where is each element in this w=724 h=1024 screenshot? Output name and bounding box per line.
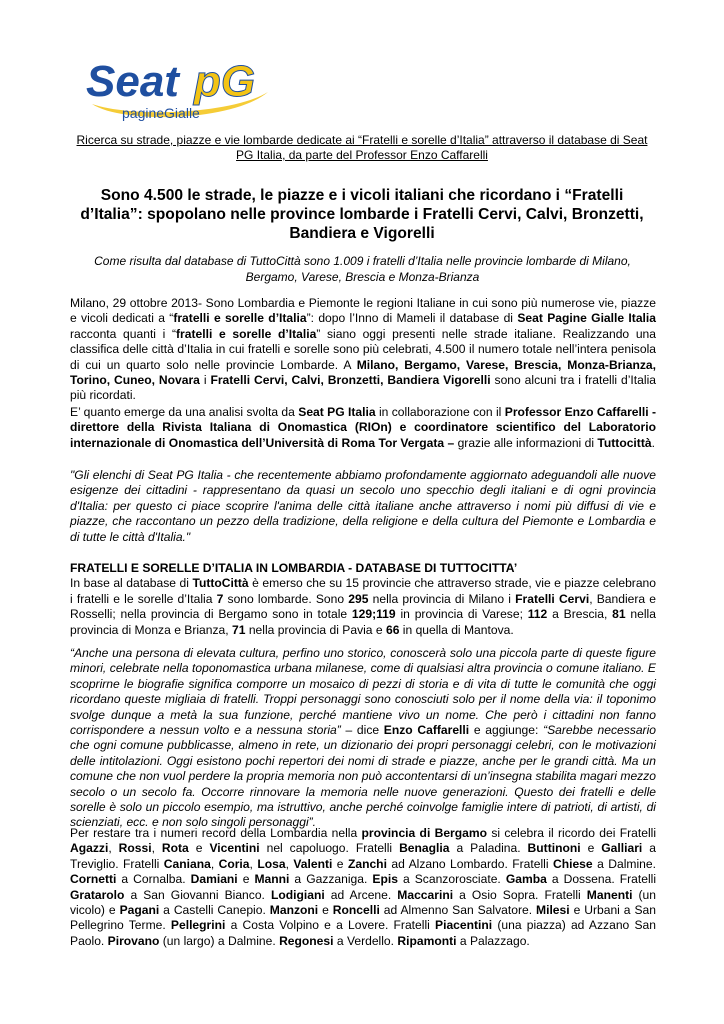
text-run: (un vicolo) e	[70, 887, 657, 918]
logo-tagline: pagineGialle	[122, 105, 200, 121]
text-run: e	[318, 903, 333, 918]
text-run: ad Alzano Lombardo. Fratelli	[386, 856, 553, 871]
bold-text: 71	[232, 622, 246, 637]
paragraph-intro	[70, 296, 656, 404]
text-run: ” siano oggi presenti nelle strade italiane. Realizzando una classifica delle città d’Italia in cui fratelli e sorelle sono più celebrati, 4.500 il numero totale nell’intera penisola di cui un quarto solo nelle provincie Lombarde. A	[70, 326, 656, 372]
text-run: nella provincia di Pavia e	[245, 622, 386, 637]
bold-text: Pagani	[119, 903, 160, 918]
text-run: a Palazzago.	[456, 933, 530, 948]
text-run: Per restare tra i numeri record della Lombardia nella	[70, 826, 362, 840]
bold-text: Vicentini	[209, 841, 260, 856]
text-run: sono alcuni tra i fratelli d’Italia più ricordati.	[70, 373, 656, 403]
text-run: nella provincia di Milano i	[368, 591, 516, 606]
bold-text: Gratarolo	[70, 887, 125, 902]
text-run: a Castelli Canepio.	[159, 903, 270, 918]
bold-text: fratelli e sorelle d’Italia	[176, 326, 317, 341]
bold-text: Maccarini	[397, 887, 454, 902]
bold-text: Professor Enzo Caffarelli - direttore della Rivista Italiana di Onomastica (RIOn) e coordinatore scientifico del Laboratorio internazionale di Onomastica dell’Università di Roma Tor Vergata –	[70, 405, 656, 450]
text-run: nella provincia di Monza e Brianza,	[70, 607, 656, 637]
bold-text: Rota	[161, 841, 189, 856]
bold-text: 81	[612, 607, 626, 622]
bold-text: Regonesi	[279, 933, 334, 948]
text-run: a Cornalba.	[116, 872, 191, 887]
text-run: ,	[285, 856, 294, 871]
text-run: e	[332, 856, 348, 871]
text-run: è emerso che su 15 provincie che attraverso strade, vie e piazze celebrano i fratelli e le sorelle d’Italia	[70, 576, 657, 606]
text-run: a Gazzaniga.	[289, 872, 373, 887]
bold-text: Benaglia	[399, 841, 450, 856]
bold-text: Chiese	[552, 856, 593, 871]
bold-text: Cornetti	[70, 872, 117, 887]
bold-text: TuttoCittà	[192, 576, 249, 591]
text-run: (un largo) a Dalmine.	[159, 933, 280, 948]
bold-text: Tuttocittà	[597, 435, 652, 450]
text-run: ”: dopo l’Inno di Mameli il database di	[306, 311, 518, 326]
paragraph-bergamo	[70, 826, 656, 949]
bold-text: Manenti	[586, 887, 633, 902]
bold-text: Gamba	[505, 872, 547, 887]
text-run: “Sarebbe necessario che ogni comune pubblicasse, almeno in rete, un dizionario dei propri personaggi celebri, con le motivazioni delle intitolazioni. Oggi esistono pochi repertori dei nomi di strade e piazze, anche per le grandi città. Ma un comune che non vuol perdere la propria memoria non può accontentarsi di un’insegna stabilita magari mezzo secolo o un secolo fa. Occorre rinnovare la memoria nelle nuove generazioni. Questo dei fratelli e delle sorelle è solo un piccolo esempio, ma istruttivo, anche perché coinvolge famiglie intere di patrioti, di artisti, di scienziati, ecc. e non solo singoli personaggi”.	[70, 723, 656, 830]
text-run: – dice	[340, 723, 384, 738]
text-run: a Paladina.	[449, 841, 528, 856]
text-run: a Dossena. Fratelli	[546, 872, 657, 887]
text-run: e aggiunge:	[469, 723, 544, 738]
text-run: ,	[151, 841, 162, 856]
text-run: in quella di Mantova.	[399, 622, 514, 637]
text-run: e	[188, 841, 210, 856]
bold-text: Pirovano	[107, 933, 160, 948]
bold-text: 129;119	[351, 607, 396, 622]
logo-brand-suffix: pG	[194, 57, 256, 106]
document-headline: Sono 4.500 le strade, le piazze e i vicoli italiani che ricordano i “Fratelli d’Italia”: spopolano nelle province lombarde i Fratelli Cervi, Calvi, Bronzetti, Bandiera e Vigorelli	[80, 187, 644, 242]
text-run: .	[651, 435, 655, 450]
text-run: ,	[210, 856, 219, 871]
bold-text: 295	[348, 591, 369, 606]
text-run: ,	[249, 856, 258, 871]
bold-text: Fratelli Cervi, Calvi, Bronzetti, Bandiera Vigorelli	[210, 373, 491, 388]
text-run: i	[199, 373, 211, 388]
bold-text: Milano, Bergamo, Varese, Brescia, Monza-Brianza, Torino, Cuneo, Novara	[70, 357, 656, 388]
text-run: ad Arcene.	[324, 887, 398, 902]
text-run: grazie alle informazioni di	[454, 435, 598, 450]
bold-text: Lodigiani	[270, 887, 325, 902]
bold-text: Manzoni	[269, 903, 319, 918]
text-run: ad Almenno San Salvatore.	[379, 903, 537, 918]
bold-text: Ripamonti	[397, 933, 457, 948]
bold-text: provincia di Bergamo	[361, 826, 488, 840]
text-run: In base al database di	[70, 576, 193, 591]
section-lombardia	[70, 561, 656, 638]
text-run: in provincia di Varese;	[395, 607, 528, 622]
text-run: , Bandiera e Rosselli; nella provincia di Bergamo sono in totale	[70, 591, 657, 622]
bold-text: Piacentini	[435, 918, 493, 933]
text-run: a Osio Sopra. Fratelli	[453, 887, 587, 902]
bold-text: Enzo Caffarelli	[383, 723, 470, 738]
text-run: e Urbani a San Pellegrino Terme.	[70, 903, 656, 933]
text-run: a Dalmine.	[592, 856, 656, 871]
seat-pg-logo	[82, 52, 272, 124]
bold-text: 7	[216, 591, 224, 606]
section-title: FRATELLI E SORELLE D’ITALIA IN LOMBARDIA - DATABASE DI TUTTOCITTA’	[70, 561, 518, 575]
text-run: racconta quanti i “	[70, 326, 177, 341]
bold-text: Valenti	[293, 856, 333, 871]
text-run: (una piazza) ad Azzano San Paolo.	[70, 918, 656, 948]
text-run: a Treviglio. Fratelli	[70, 841, 656, 871]
lead-paragraph: Come risulta dal database di TuttoCittà sono 1.009 i fratelli d’Italia nelle provincie lombarde di Milano, Bergamo, Varese, Brescia e Monza-Brianza	[94, 254, 631, 284]
text-run: e	[580, 841, 602, 856]
bold-text: Rossi	[118, 841, 152, 856]
bold-text: Losa	[257, 856, 286, 871]
bold-text: Buttinoni	[527, 841, 581, 856]
bold-text: Pellegrini	[170, 918, 226, 933]
bold-text: Epis	[372, 872, 398, 887]
bold-text: Agazzi	[70, 841, 109, 856]
text-run: a Brescia,	[547, 607, 613, 622]
bold-text: 66	[385, 622, 400, 637]
text-run: ,	[108, 841, 119, 856]
bold-text: Coria	[218, 856, 250, 871]
bold-text: Zanchi	[347, 856, 387, 871]
paragraph-analysis	[70, 405, 656, 451]
bold-text: Manni	[254, 872, 290, 887]
document-subtitle: Ricerca su strade, piazze e vie lombarde dedicate ai “Fratelli e sorelle d’Italia” attraverso il database di Seat PG Italia, da parte del Professor Enzo Caffarelli	[76, 133, 648, 162]
text-run: si celebra il ricordo dei Fratelli	[487, 826, 657, 840]
text-run: E’ quanto emerge da una analisi svolta da	[70, 405, 299, 419]
text-run: sono lombarde. Sono	[223, 591, 349, 606]
text-run: a Scanzorosciate.	[397, 872, 506, 887]
bold-text: fratelli e sorelle d’Italia	[173, 311, 307, 326]
text-run: in collaborazione con il	[375, 405, 505, 419]
logo-brand-text: Seat	[86, 57, 179, 106]
bold-text: Seat Pagine Gialle Italia	[517, 311, 656, 326]
bold-text: Milesi	[536, 903, 570, 918]
quote-seat-pg: "Gli elenchi di Seat PG Italia - che recentemente abbiamo profondamente aggiornato adeguandoli alle nuove esigenze dei cittadini - rappresentano da quasi un secolo uno specchio degli italiani e di ogni provincia d'Italia: per questo ci piace scoprire l'anima delle città italiane anche attraverso i nomi più diffusi di vie e piazze, che raccontano un pezzo della tradizione, della religione e della cultura del Piemonte e Lombardia e di tutte le città d'Italia."	[70, 468, 656, 544]
bold-text: Damiani	[190, 872, 238, 887]
bold-text: Galliari	[601, 841, 643, 856]
bold-text: Seat PG Italia	[298, 405, 376, 419]
text-run: a San Giovanni Bianco.	[124, 887, 271, 902]
text-run: Milano, 29 ottobre 2013- Sono Lombardia e Piemonte le regioni Italiane in cui sono più numerose vie, piazze e vicoli dedicati a “	[70, 296, 656, 326]
bold-text: Roncelli	[332, 903, 380, 918]
text-run: nel capoluogo. Fratelli	[259, 841, 400, 856]
text-run: e	[237, 872, 255, 887]
bold-text: Fratelli Cervi	[515, 591, 590, 606]
text-run: a Verdello.	[333, 933, 398, 948]
bold-text: Caniana	[163, 856, 211, 871]
bold-text: 112	[527, 607, 548, 622]
text-run: “Anche una persona di elevata cultura, perfino uno storico, conoscerà solo una piccola parte di queste figure minori, celebrate nella toponomastica urbana milanese, come di qualsiasi altra provincia o comune italiano. E scoprirne le biografie significa comporre un mosaico di pezzi di storia e di vita di tutte le comunità che oggi ricordano queste migliaia di fratelli. Troppi personaggi sono conosciuti solo per il nome della via: il toponimo svolge dunque a metà la sua funzione, perché mantiene vivo un nome. Che però i cittadini non fanno corrispondere a nessun volto e a nessuna storia”	[70, 646, 656, 738]
quote-caffarelli	[70, 646, 656, 831]
text-run: a Costa Volpino e a Lovere. Fratelli	[225, 918, 436, 933]
